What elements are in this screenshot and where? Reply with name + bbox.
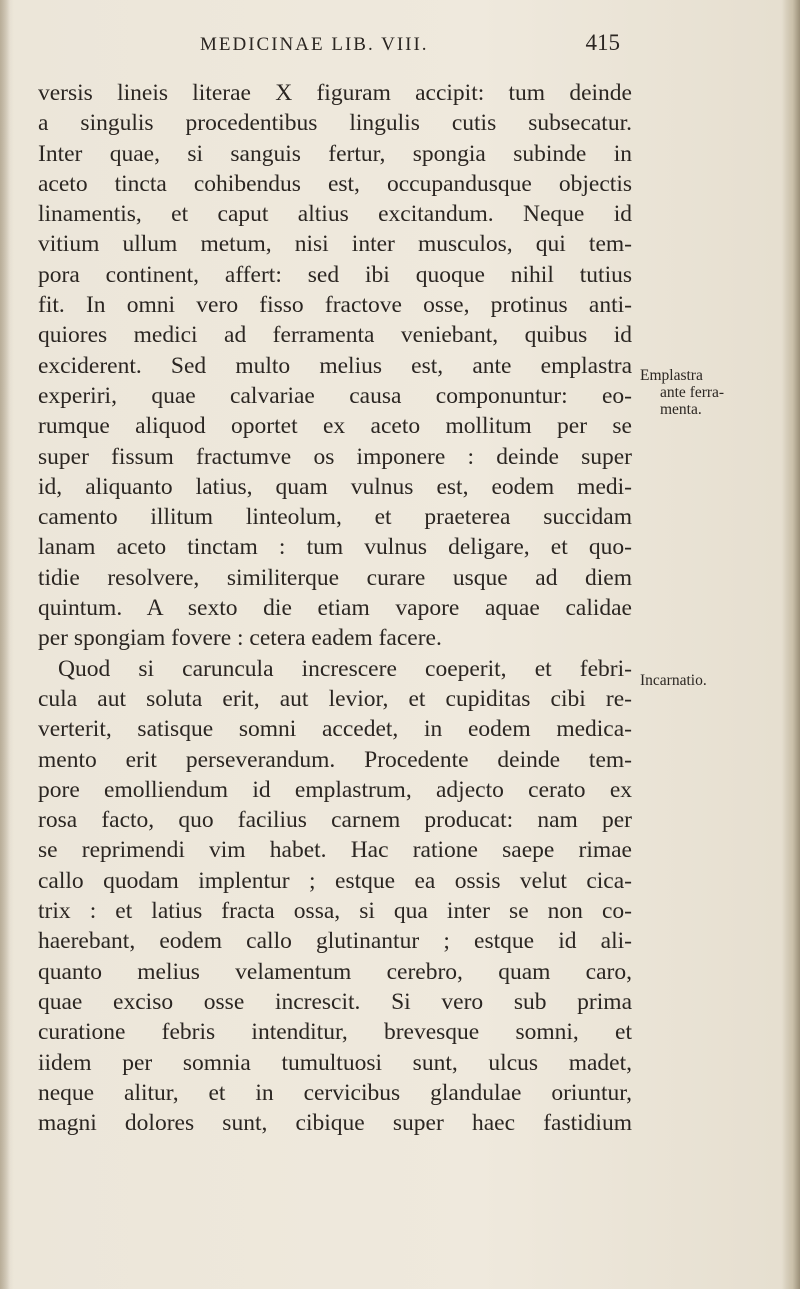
text-line: quanto melius velamentum cerebro, quam caro, [38, 958, 632, 985]
text-line: quiores medici ad ferramenta veniebant, quibus id [38, 322, 632, 349]
text-line: a singulis procedentibus lingulis cutis subsecatur. [38, 110, 632, 137]
text-line: tidie resolvere, similiterque curare usque ad diem [38, 564, 632, 591]
body-text [38, 78, 632, 1138]
text-line: vitium ullum metum, nisi inter musculos, qui tem- [38, 231, 632, 258]
text-line: pora continent, affert: sed ibi quoque nihil tutius [38, 261, 632, 288]
text-line: haerebant, eodem callo glutinantur ; estque id ali- [38, 928, 632, 955]
text-line: se reprimendi vim habet. Hac ratione saepe rimae [38, 837, 632, 864]
text-line: fit. In omni vero fisso fractove osse, protinus anti- [38, 292, 632, 319]
text-line: quae exciso osse increscit. Si vero sub prima [38, 988, 632, 1015]
text-line: Inter quae, si sanguis fertur, spongia subinde in [38, 140, 632, 167]
page-gutter-shadow [0, 0, 10, 1289]
page-number: 415 [585, 30, 620, 55]
text-line: rosa facto, quo facilius carnem producat: nam per [38, 807, 632, 834]
text-line: magni dolores sunt, cibique super haec fastidium [38, 1110, 632, 1137]
margin-note-line: menta. [660, 401, 702, 418]
text-line: quintum. A sexto die etiam vapore aquae calidae [38, 595, 632, 622]
margin-note-emplastra [640, 367, 724, 418]
text-line: pore emolliendum id emplastrum, adjecto cerato ex [38, 776, 632, 803]
page-edge-shadow [782, 0, 800, 1289]
text-line: iidem per somnia tumultuosi sunt, ulcus madet, [38, 1049, 632, 1076]
text-line: callo quodam implentur ; estque ea ossis velut cica- [38, 867, 632, 894]
text-line: neque alitur, et in cervicibus glandulae oriuntur, [38, 1079, 632, 1106]
text-line: per spongiam fovere : cetera eadem facere. [38, 625, 442, 652]
running-head: MEDICINAE LIB. VIII. [200, 34, 429, 55]
text-line: curatione febris intenditur, brevesque somni, et [38, 1019, 632, 1046]
text-line: exciderent. Sed multo melius est, ante emplastra [38, 352, 632, 379]
text-line: trix : et latius fracta ossa, si qua inter se non co- [38, 898, 632, 925]
page-header [200, 30, 620, 60]
text-line: lanam aceto tinctam : tum vulnus deligare, et quo- [38, 534, 632, 561]
text-line: aceto tincta cohibendus est, occupandusque objectis [38, 170, 632, 197]
text-line: Quod si caruncula increscere coeperit, et febri- [58, 655, 632, 682]
margin-note-line: Emplastra [640, 367, 703, 384]
margin-note-incarnatio [640, 672, 707, 689]
text-line: super fissum fractumve os imponere : deinde super [38, 443, 632, 470]
text-line: camento illitum linteolum, et praeterea succidam [38, 504, 632, 531]
text-line: verterit, satisque somni accedet, in eodem medica- [38, 716, 632, 743]
text-line: experiri, quae calvariae causa componuntur: eo- [38, 382, 632, 409]
text-line: cula aut soluta erit, aut levior, et cupiditas cibi re- [38, 685, 632, 712]
margin-note-line: ante ferra- [660, 384, 725, 401]
margin-note-line: Incarnatio. [640, 672, 707, 689]
text-line: id, aliquanto latius, quam vulnus est, eodem medi- [38, 473, 632, 500]
text-line: versis lineis literae X figuram accipit: tum deinde [38, 80, 632, 106]
text-line: linamentis, et caput altius excitandum. Neque id [38, 201, 632, 228]
text-line: rumque aliquod oportet ex aceto mollitum per se [38, 413, 632, 440]
text-line: mento erit perseverandum. Procedente deinde tem- [38, 746, 632, 773]
